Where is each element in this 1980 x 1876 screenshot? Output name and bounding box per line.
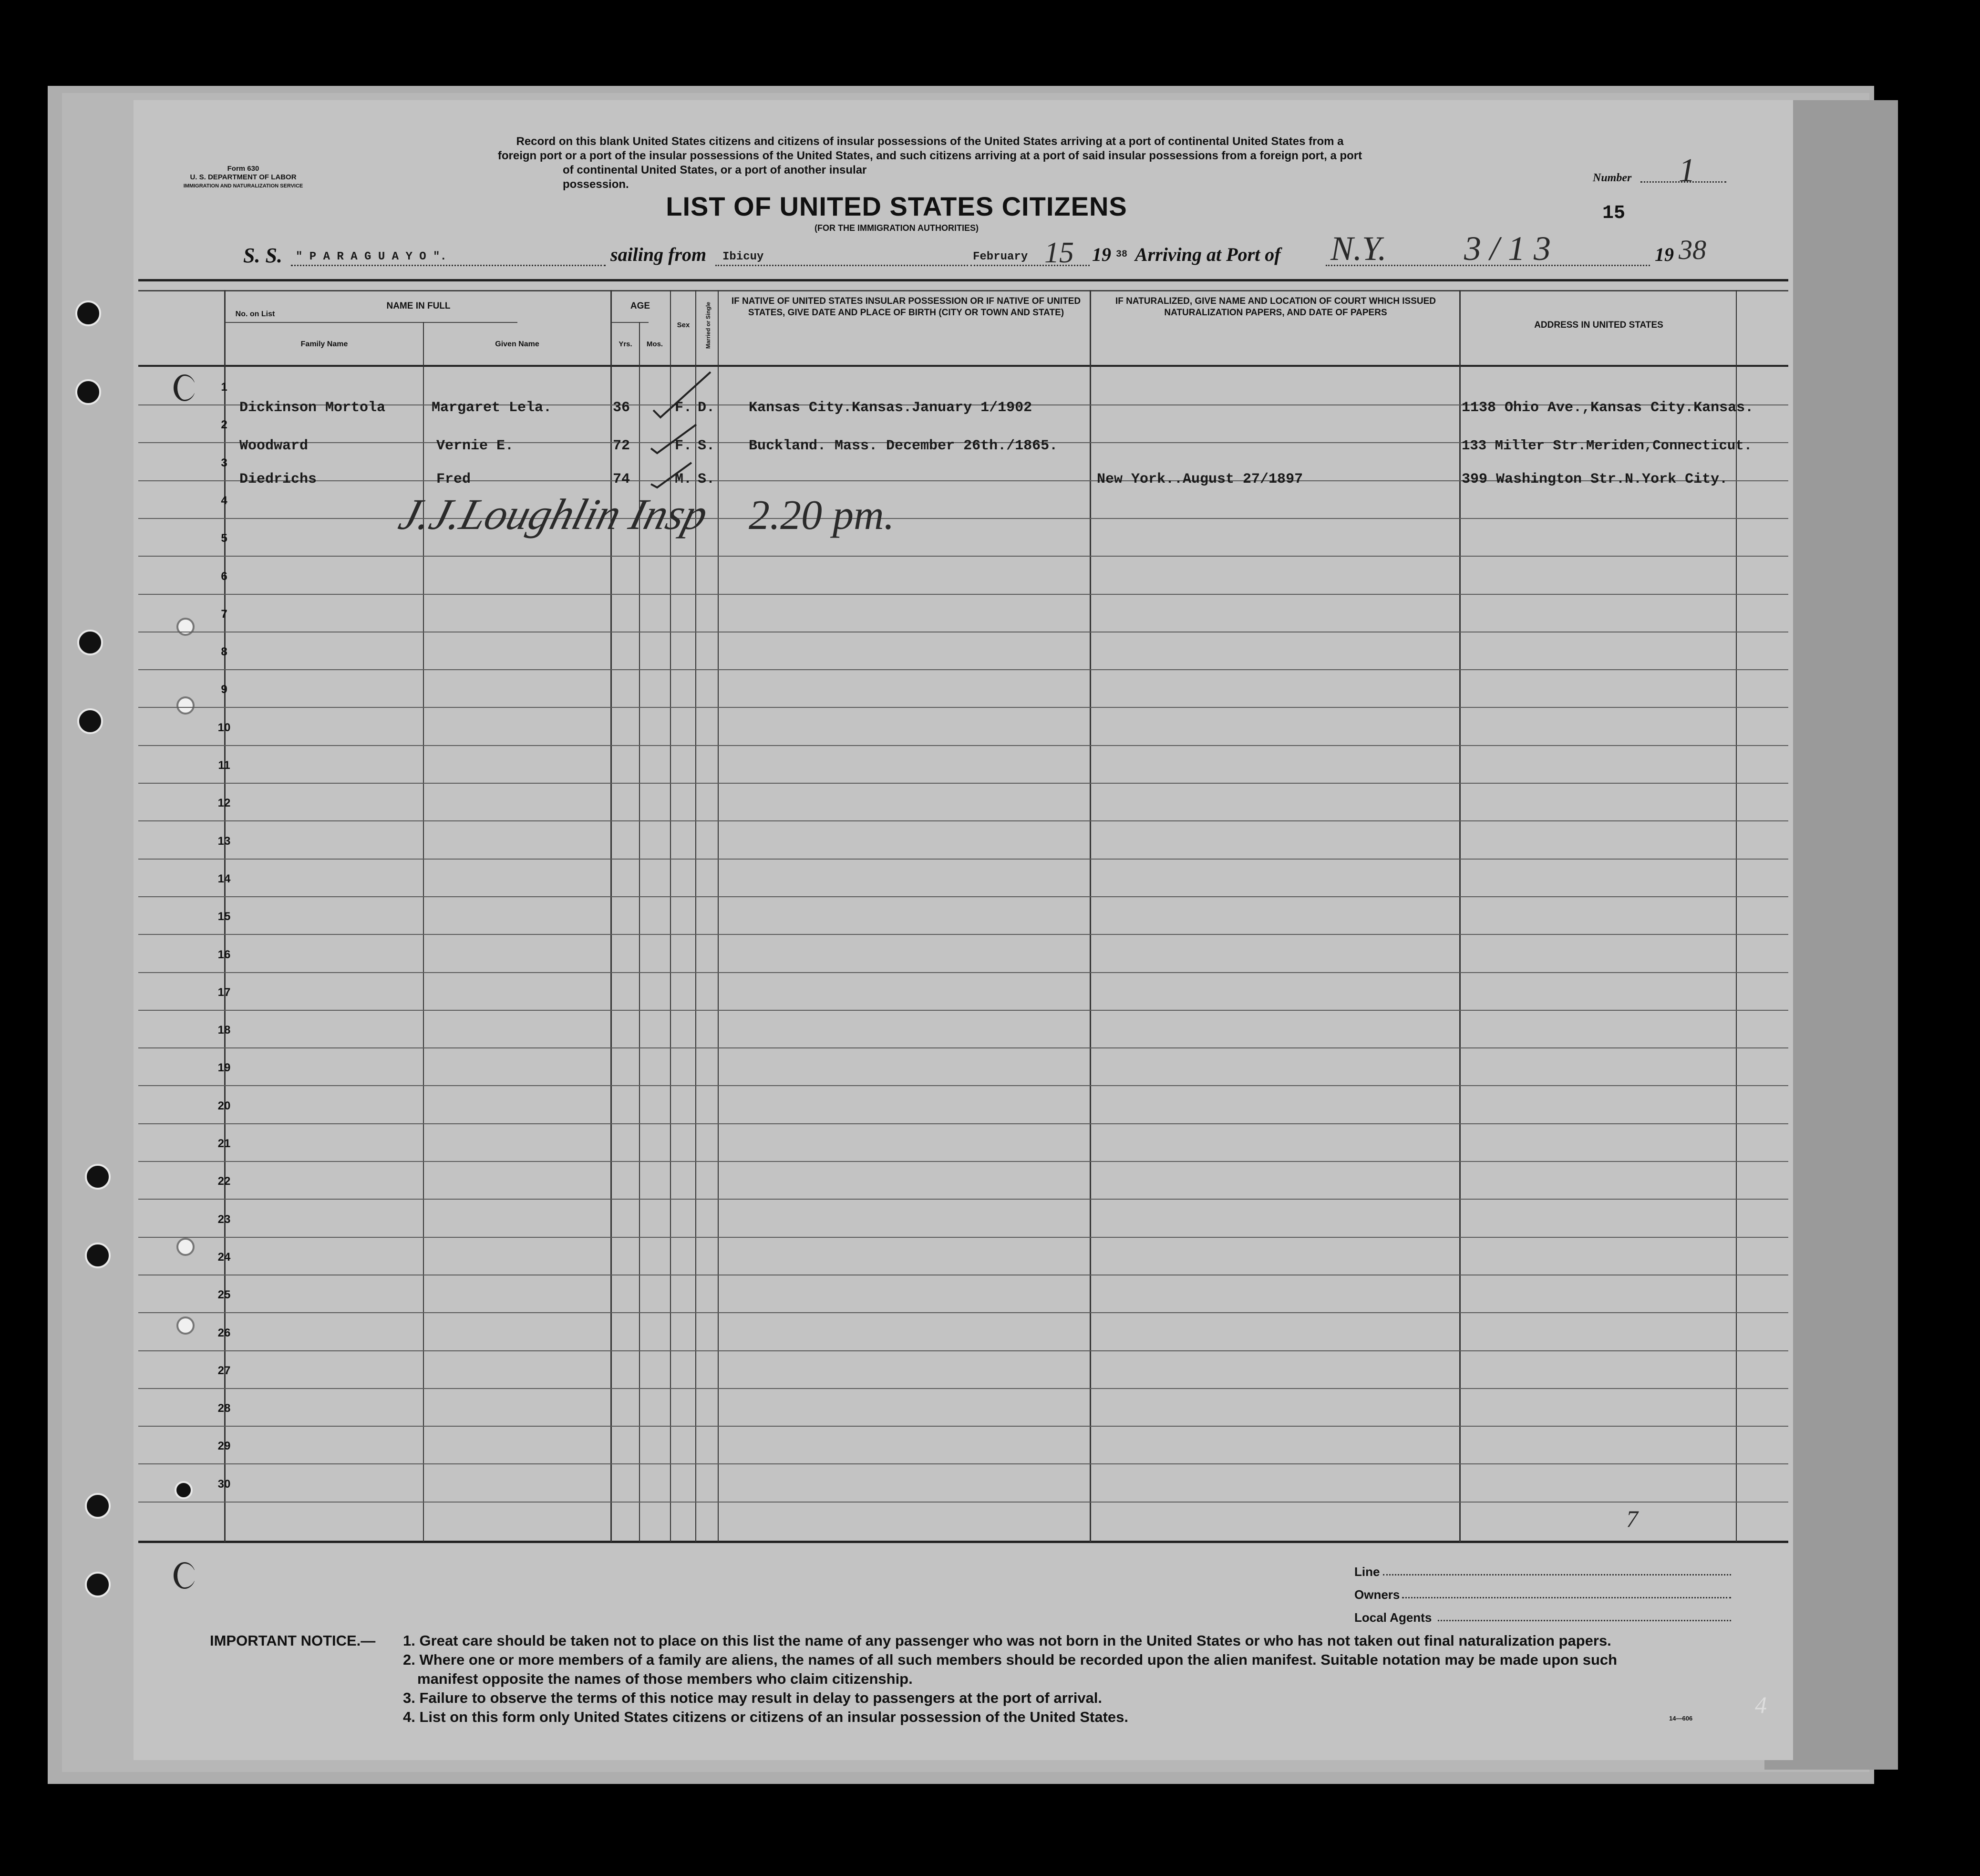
row-rule xyxy=(138,820,1788,821)
row-rule xyxy=(138,896,1788,897)
sailing-day: 15 xyxy=(1044,237,1074,269)
given-name: Margaret Lela. xyxy=(432,400,552,416)
row-number: 25 xyxy=(217,1288,231,1302)
sex: F. xyxy=(675,438,692,454)
family-name: Woodward xyxy=(239,438,309,454)
row-number: 21 xyxy=(217,1137,231,1150)
header-naturalized: IF NATURALIZED, GIVE NAME AND LOCATION OF COURT WHICH ISSUED NATURALIZATION PAPERS, AND DATE OF PAPERS xyxy=(1115,296,1436,318)
header-address: ADDRESS IN UNITED STATES xyxy=(1534,320,1663,330)
header-married-or-single: Married or Single xyxy=(705,301,712,349)
row-number: 4 xyxy=(221,494,227,507)
row-rule xyxy=(138,1426,1788,1427)
row-number: 12 xyxy=(217,797,231,810)
address: 1138 Ohio Ave.,Kansas City.Kansas. xyxy=(1462,400,1754,416)
row-number: 24 xyxy=(217,1250,231,1264)
agents-field xyxy=(1438,1620,1731,1621)
row-rule xyxy=(138,1199,1788,1200)
agents-label: Local Agents xyxy=(1354,1610,1432,1625)
binder-hole xyxy=(85,1243,111,1268)
given-name: Fred xyxy=(436,471,471,487)
row-rule xyxy=(138,1161,1788,1162)
row-number: 5 xyxy=(221,532,227,545)
row-number: 10 xyxy=(217,721,231,734)
row-rule xyxy=(138,859,1788,860)
header-age: AGE xyxy=(630,301,650,311)
punch-hole xyxy=(176,1238,195,1256)
service: IMMIGRATION AND NATURALIZATION SERVICE xyxy=(183,183,303,189)
header-sex: Sex xyxy=(677,321,690,329)
row-number: 15 xyxy=(217,910,231,923)
row-number: 28 xyxy=(217,1402,231,1415)
row-number: 13 xyxy=(217,834,231,848)
column-divider xyxy=(1090,290,1091,1542)
row-rule xyxy=(138,745,1788,746)
row-number: 1 xyxy=(221,381,227,394)
binder-hole xyxy=(85,1572,111,1597)
row-number: 2 xyxy=(221,418,227,432)
page-stamp: 15 xyxy=(1602,203,1626,224)
header-name-in-full: NAME IN FULL xyxy=(386,301,451,311)
record-instructions-1: Record on this blank United States citizens and citizens of insular possessions of the United States arriving at a port of continental United States from a xyxy=(516,135,1344,148)
row-number: 20 xyxy=(217,1099,231,1112)
punch-hole xyxy=(175,1481,193,1499)
binder-hole xyxy=(75,301,101,326)
binder-hole xyxy=(85,1493,111,1519)
header-yrs: Yrs. xyxy=(619,340,632,348)
print-code: 14—606 xyxy=(1669,1715,1693,1722)
ship-name-line xyxy=(291,265,606,266)
row-number: 23 xyxy=(217,1213,231,1226)
row-rule xyxy=(138,1237,1788,1238)
number-value: 1 xyxy=(1679,152,1695,189)
row-number: 17 xyxy=(217,985,231,999)
marital-status: S. xyxy=(698,438,715,454)
department: U. S. DEPARTMENT OF LABOR xyxy=(190,173,297,181)
sailing-year-suffix: 38 xyxy=(1116,249,1128,260)
given-name: Vernie E. xyxy=(436,438,514,454)
row-rule xyxy=(138,556,1788,557)
row-number: 9 xyxy=(221,683,227,696)
owners-label: Owners xyxy=(1354,1587,1400,1602)
age-years: 72 xyxy=(613,438,630,454)
binder-hole xyxy=(77,630,103,655)
header-birth-info: IF NATIVE OF UNITED STATES INSULAR POSSESSION OR IF NATIVE OF UNITED STATES, GIVE DATE AND PLACE OF BIRTH (CITY OR TOWN AND STATE) xyxy=(731,296,1081,318)
owners-field xyxy=(1402,1597,1731,1598)
binder-hole xyxy=(77,708,103,734)
header-no-on-list: No. on List xyxy=(235,310,275,318)
row-number: 27 xyxy=(217,1364,231,1377)
line-label: Line xyxy=(1354,1565,1380,1579)
punch-hole xyxy=(176,618,195,636)
row-rule xyxy=(138,1312,1788,1313)
row-rule xyxy=(138,783,1788,784)
row-number: 29 xyxy=(217,1440,231,1453)
age-subheader-rule xyxy=(610,322,649,323)
row-rule xyxy=(138,1123,1788,1124)
table-body-top-rule xyxy=(138,365,1788,367)
row-rule xyxy=(138,1085,1788,1086)
arrival-date-line xyxy=(1326,265,1650,266)
row-number: 8 xyxy=(221,645,227,659)
punch-hole-edge xyxy=(174,1562,196,1589)
punch-hole-edge xyxy=(174,374,196,401)
row-rule xyxy=(138,1047,1788,1048)
binder-hole xyxy=(85,1164,111,1190)
row-number: 3 xyxy=(221,456,227,469)
arrival-port: N.Y. xyxy=(1330,229,1387,268)
binder-hole xyxy=(75,379,101,405)
row-number: 16 xyxy=(217,948,231,961)
record-instructions-2: foreign port or a port of the insular possessions of the United States, and such citizens arriving at a port of said insular possessions from a foreign port, a port xyxy=(497,149,1362,162)
ss-label: S. S. xyxy=(243,244,282,267)
sailing-date-line xyxy=(970,265,1090,266)
table-header-rule xyxy=(138,290,1788,291)
row-rule xyxy=(138,594,1788,595)
punch-hole xyxy=(176,696,195,715)
sailing-month: February xyxy=(973,250,1028,263)
check-mark xyxy=(653,372,711,417)
row-number: 14 xyxy=(217,872,231,885)
sailing-year-prefix: 19 xyxy=(1092,244,1111,265)
form-number: Form 630 xyxy=(227,165,259,173)
marital-status: S. xyxy=(698,471,715,487)
column-divider xyxy=(1736,290,1737,1542)
address: 399 Washington Str.N.York City. xyxy=(1462,471,1728,487)
birth-info: Buckland. Mass. December 26th./1865. xyxy=(749,438,1058,454)
row-rule xyxy=(138,1388,1788,1389)
record-instructions-3: of continental United States, or a port of another insular possession. xyxy=(563,164,867,191)
age-years: 36 xyxy=(613,400,630,416)
sex: M. xyxy=(675,471,692,487)
row-number: 22 xyxy=(217,1175,231,1188)
notice-item-4: 4. List on this form only United States citizens or citizens of an insular possession of the United States. xyxy=(403,1709,1128,1725)
address: 133 Miller Str.Meriden,Connecticut. xyxy=(1462,438,1753,454)
row-rule xyxy=(138,1350,1788,1351)
row-rule xyxy=(138,972,1788,973)
birth-info: Kansas City.Kansas.January 1/1902 xyxy=(749,400,1032,416)
naturalization-info: New York..August 27/1897 xyxy=(1097,471,1303,487)
sailing-from: Ibicuy xyxy=(722,250,764,263)
column-divider xyxy=(610,290,612,1542)
notice-item-3: 3. Failure to observe the terms of this notice may result in delay to passengers at the port of arrival. xyxy=(403,1689,1103,1706)
family-name: Dickinson Mortola xyxy=(239,400,386,416)
column-divider xyxy=(1459,290,1461,1542)
sex: F. xyxy=(675,400,692,416)
row-number: 19 xyxy=(217,1061,231,1075)
arrival-date: 3/13 xyxy=(1464,229,1560,268)
row-number: 11 xyxy=(218,759,230,772)
row-rule xyxy=(138,1502,1788,1503)
number-label: Number xyxy=(1593,172,1632,184)
header-family-name: Family Name xyxy=(300,340,348,348)
inspection-time: 2.20 pm. xyxy=(749,492,895,539)
mark-4: 4 xyxy=(1755,1691,1767,1718)
age-years: 74 xyxy=(613,471,630,487)
table-top-rule xyxy=(138,279,1788,281)
header-mos: Mos. xyxy=(646,340,663,348)
arrival-year-prefix: 19 xyxy=(1655,244,1674,265)
family-name: Diedrichs xyxy=(239,471,317,487)
row-number: 30 xyxy=(217,1477,231,1491)
header-given-name: Given Name xyxy=(495,340,539,348)
line-field xyxy=(1383,1574,1731,1575)
inspector-signature: J.J.Loughlin Insp xyxy=(394,490,713,539)
page-title: LIST OF UNITED STATES CITIZENS xyxy=(666,191,1127,221)
notice-label: IMPORTANT NOTICE.— xyxy=(210,1632,376,1649)
row-number: 26 xyxy=(217,1326,231,1339)
name-subheader-rule xyxy=(224,322,517,323)
row-rule xyxy=(138,707,1788,708)
arrival-year-suffix: 38 xyxy=(1679,234,1706,265)
row-rule xyxy=(138,1010,1788,1011)
sailing-label: sailing from xyxy=(610,244,707,265)
row-number: 18 xyxy=(217,1024,231,1037)
row-rule xyxy=(138,1463,1788,1464)
check-marks xyxy=(644,358,720,501)
row-rule xyxy=(138,669,1788,670)
notice-item-1: 1. Great care should be taken not to place on this list the name of any passenger who was not born in the United States or who has not taken out final naturalization papers. xyxy=(403,1632,1611,1649)
row-rule xyxy=(138,934,1788,935)
arriving-label: Arriving at Port of xyxy=(1135,244,1281,265)
marital-status: D. xyxy=(698,400,715,416)
check-mark xyxy=(651,463,691,487)
manifest-page xyxy=(134,100,1793,1760)
row-number: 6 xyxy=(221,570,227,583)
punch-hole xyxy=(176,1316,195,1335)
notice-item-2: 2. Where one or more members of a family are aliens, the names of all such members should be recorded upon the alien manifest. Suitable notation may be made upon such xyxy=(403,1651,1618,1668)
sailing-from-line xyxy=(715,265,968,266)
mark-7: 7 xyxy=(1626,1505,1638,1532)
row-number: 7 xyxy=(221,607,227,621)
row-rule xyxy=(138,518,1788,519)
ship-name: " P A R A G U A Y O ". xyxy=(296,250,447,263)
page-subtitle: (FOR THE IMMIGRATION AUTHORITIES) xyxy=(815,223,979,233)
table-bottom-rule xyxy=(138,1541,1788,1543)
notice-item-2-cont: manifest opposite the names of those members who claim citizenship. xyxy=(417,1670,913,1687)
check-mark xyxy=(651,425,696,453)
